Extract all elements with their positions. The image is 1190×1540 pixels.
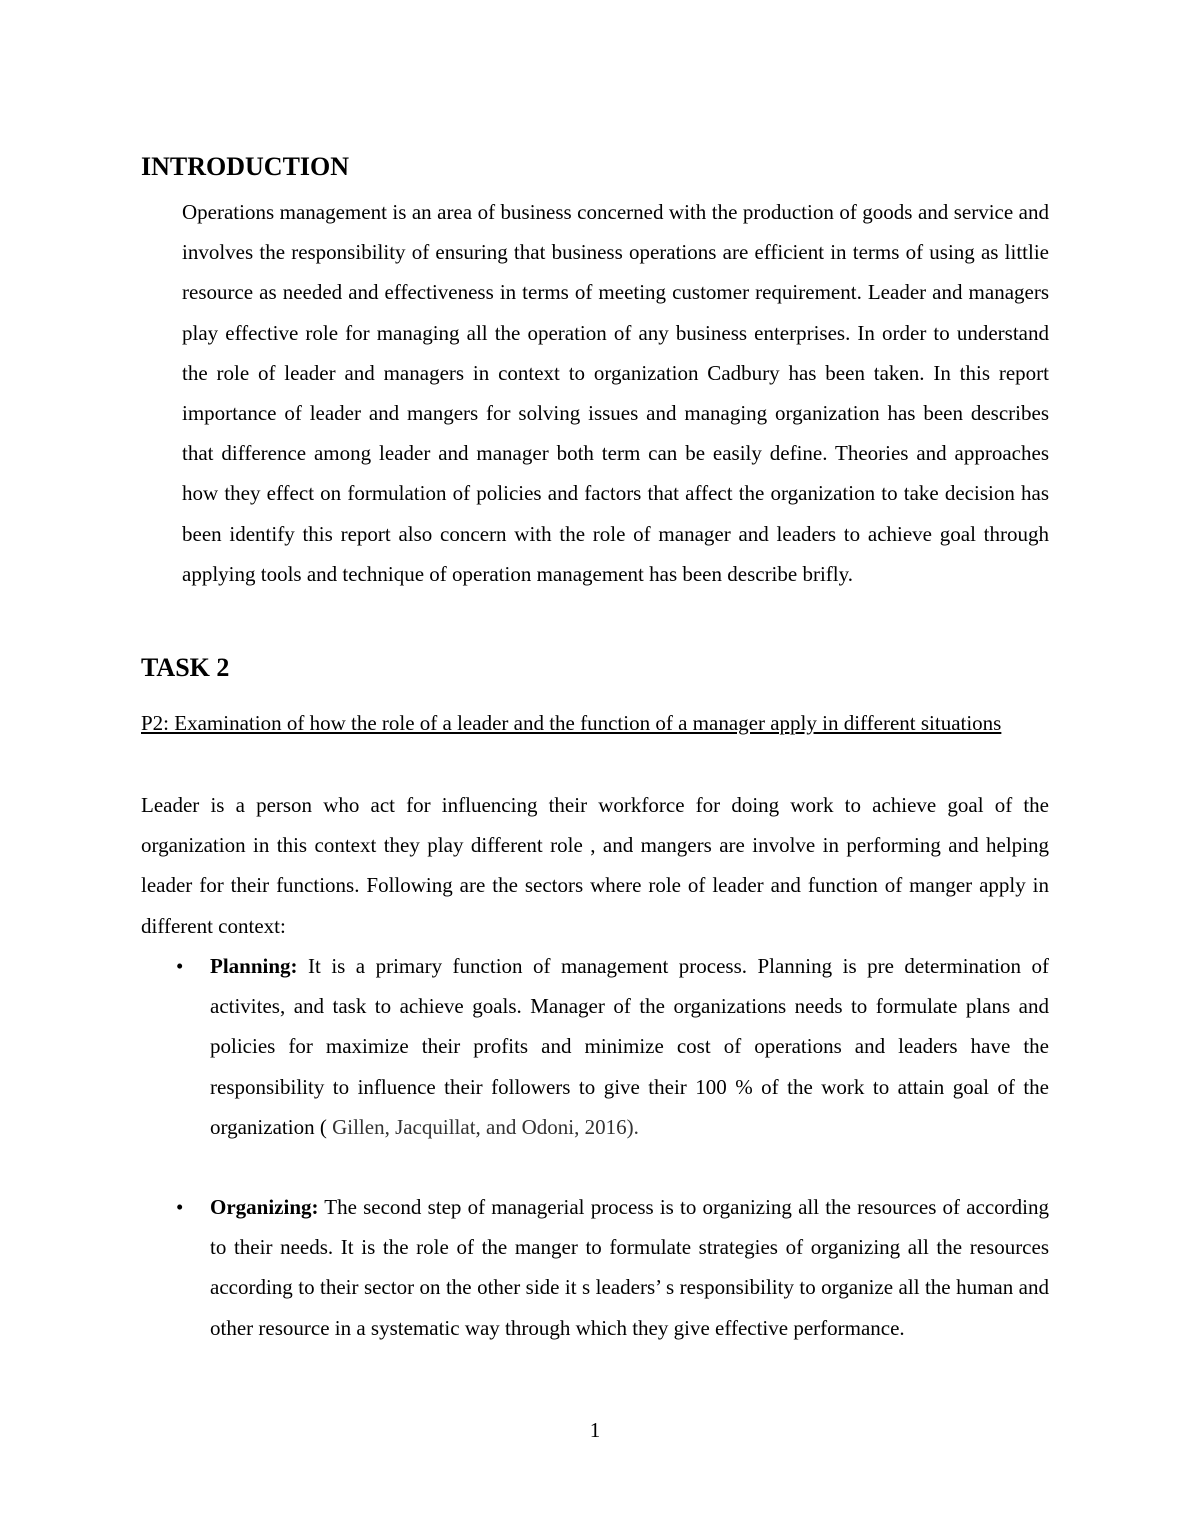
bullet-text	[210, 1187, 1049, 1348]
p2-subheading: P2: Examination of how the role of a leader and the function of a manager apply in different situations	[141, 711, 1002, 735]
task-heading: TASK 2	[141, 653, 230, 682]
introduction-heading: INTRODUCTION	[141, 152, 350, 181]
bullet-icon: •	[176, 954, 184, 978]
bullet-icon: •	[176, 1195, 184, 1219]
bullet-term: Organizing:	[210, 1195, 319, 1219]
bullet-body: The second step of managerial process is to organizing all the resources of according to their needs. It is the role of the manger to formulate strategies of organizing all the resources according to their sector on the other side it s leaders’ s responsibility to organize all the human and other resource in a systematic way through which they give effective performance.	[210, 1195, 1049, 1340]
bullet-text	[210, 946, 1049, 1147]
page-number: 1	[589, 1418, 601, 1442]
leader-paragraph: Leader is a person who act for influencing their workforce for doing work to achieve goal of the organization in this context they play different role , and mangers are involve in performing and helping leader for their functions. Following are the sectors where role of leader and function of manger apply in different context:	[141, 793, 1049, 938]
bullet-term: Planning:	[210, 954, 298, 978]
citation: Gillen, Jacquillat, and Odoni, 2016).	[326, 1114, 639, 1139]
introduction-paragraph: Operations management is an area of business concerned with the production of goods and service and involves the responsibility of ensuring that business operations are efficient in terms of using as littlie resource as needed and effectiveness in terms of meeting customer requirement. Leader and managers play effective role for managing all the operation of any business enterprises. In order to understand the role of leader and managers in context to organization Cadbury has been taken. In this report importance of leader and mangers for solving issues and managing organization has been describes that difference among leader and manager both term can be easily define. Theories and approaches how they effect on formulation of policies and factors that affect the organization to take decision has been identify this report also concern with the role of manager and leaders to achieve goal through applying tools and technique of operation management has been describe brifly.	[182, 200, 1049, 586]
bullet-body: It is a primary function of management process. Planning is pre determination of activites, and task to achieve goals. Manager of the organizations needs to formulate plans and policies for maximize their profits and minimize cost of operations and leaders have the responsibility to influence their followers to give their 100 % of the work to attain goal of the organization (	[210, 954, 1049, 1139]
